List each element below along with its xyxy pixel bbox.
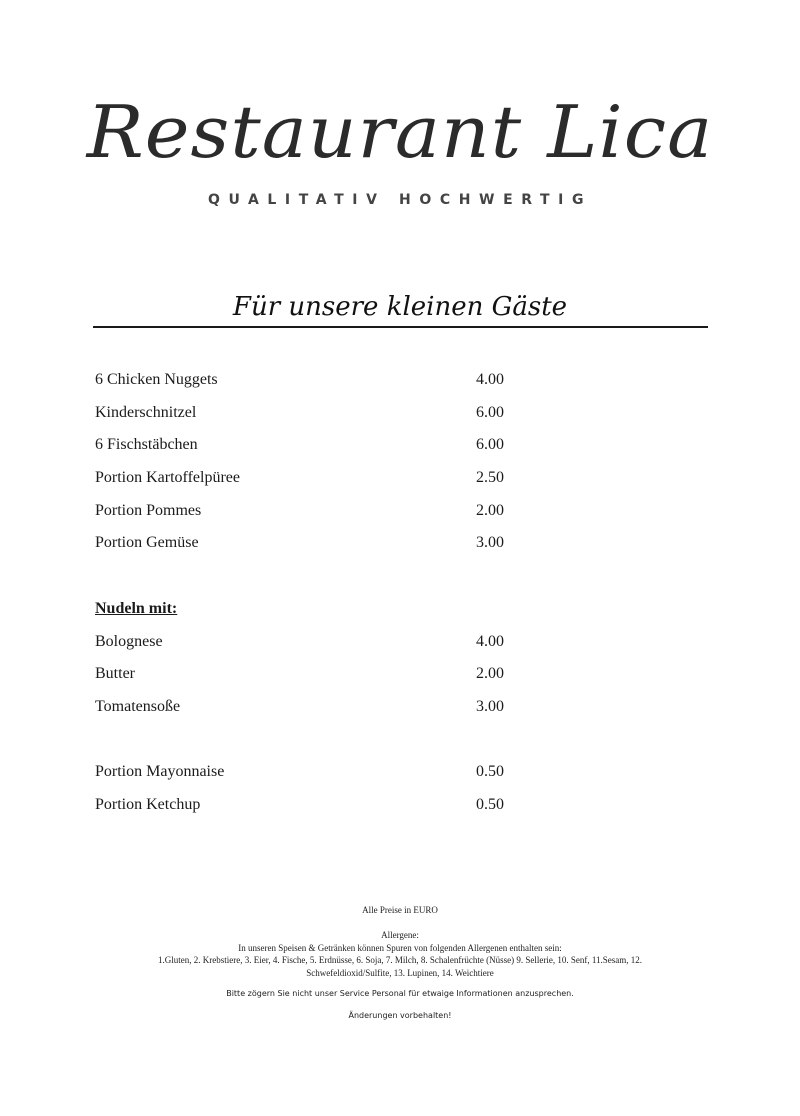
menu-item — [95, 795, 615, 828]
restaurant-logo — [0, 80, 800, 220]
menu-list — [95, 370, 615, 828]
menu-item — [95, 403, 615, 436]
spacer — [95, 566, 615, 599]
menu-item-price: 6.00 — [476, 403, 504, 421]
menu-item-name: 6 Fischstäbchen — [95, 436, 198, 454]
menu-item — [95, 370, 615, 403]
menu-item-price: 4.00 — [476, 632, 504, 650]
menu-item-price: 0.50 — [476, 795, 504, 813]
menu-item-name: Tomatensoße — [95, 697, 181, 715]
allergens-list-continued: Schwefeldioxid/Sulfite, 13. Lupinen, 14. Weichtiere — [306, 967, 494, 978]
menu-item-name: Kinderschnitzel — [95, 403, 197, 421]
menu-item-price: 6.00 — [476, 436, 504, 454]
section-title: Für unsere kleinen Gäste — [232, 292, 568, 322]
menu-item-name: Portion Mayonnaise — [95, 763, 225, 781]
allergens-intro: In unseren Speisen & Getränken können Spuren von folgenden Allergenen enthalten sein: — [238, 942, 562, 953]
footer-notes — [100, 904, 700, 1022]
menu-item — [95, 632, 615, 665]
currency-note: Alle Preise in EURO — [362, 905, 438, 915]
menu-item — [95, 664, 615, 697]
menu-item — [95, 533, 615, 566]
menu-item — [95, 762, 615, 795]
menu-item-price: 3.00 — [476, 534, 504, 552]
changes-note: Änderungen vorbehalten! — [348, 1010, 452, 1020]
menu-item-name: Bolognese — [95, 632, 163, 650]
menu-item-name: Portion Gemüse — [95, 534, 199, 552]
menu-item-name: Portion Pommes — [95, 501, 202, 519]
menu-item — [95, 435, 615, 468]
spacer — [95, 730, 615, 763]
logo-tagline: QUALITATIV HOCHWERTIG — [207, 192, 593, 208]
staff-note: Bitte zögern Sie nicht unser Service Personal für etwaige Informationen anzusprechen. — [226, 989, 574, 998]
noodles-heading: Nudeln mit: — [95, 599, 178, 617]
menu-item — [95, 501, 615, 534]
menu-item-price: 2.50 — [476, 469, 504, 487]
allergens-list: 1.Gluten, 2. Krebstiere, 3. Eier, 4. Fische, 5. Erdnüsse, 6. Soja, 7. Milch, 8. Schalenfrüchte (Nüsse) 9. Sellerie, 10. Senf, 11.Sesam, 12. — [158, 955, 642, 965]
title-divider — [93, 326, 708, 328]
allergens-title: Allergene: — [381, 930, 419, 940]
menu-item — [95, 697, 615, 730]
menu-item-name: Butter — [95, 665, 135, 683]
menu-item-name: Portion Ketchup — [95, 795, 201, 813]
logo-script-name: Restaurant Lica — [86, 90, 714, 174]
menu-item-price: 3.00 — [476, 697, 504, 715]
menu-item-price: 0.50 — [476, 763, 504, 781]
menu-item-price: 2.00 — [476, 501, 504, 519]
menu-item-price: 2.00 — [476, 665, 504, 683]
menu-item — [95, 468, 615, 501]
menu-item-name: 6 Chicken Nuggets — [95, 371, 218, 388]
menu-item-price: 4.00 — [476, 371, 504, 388]
menu-item-name: Portion Kartoffelpüree — [95, 469, 240, 487]
